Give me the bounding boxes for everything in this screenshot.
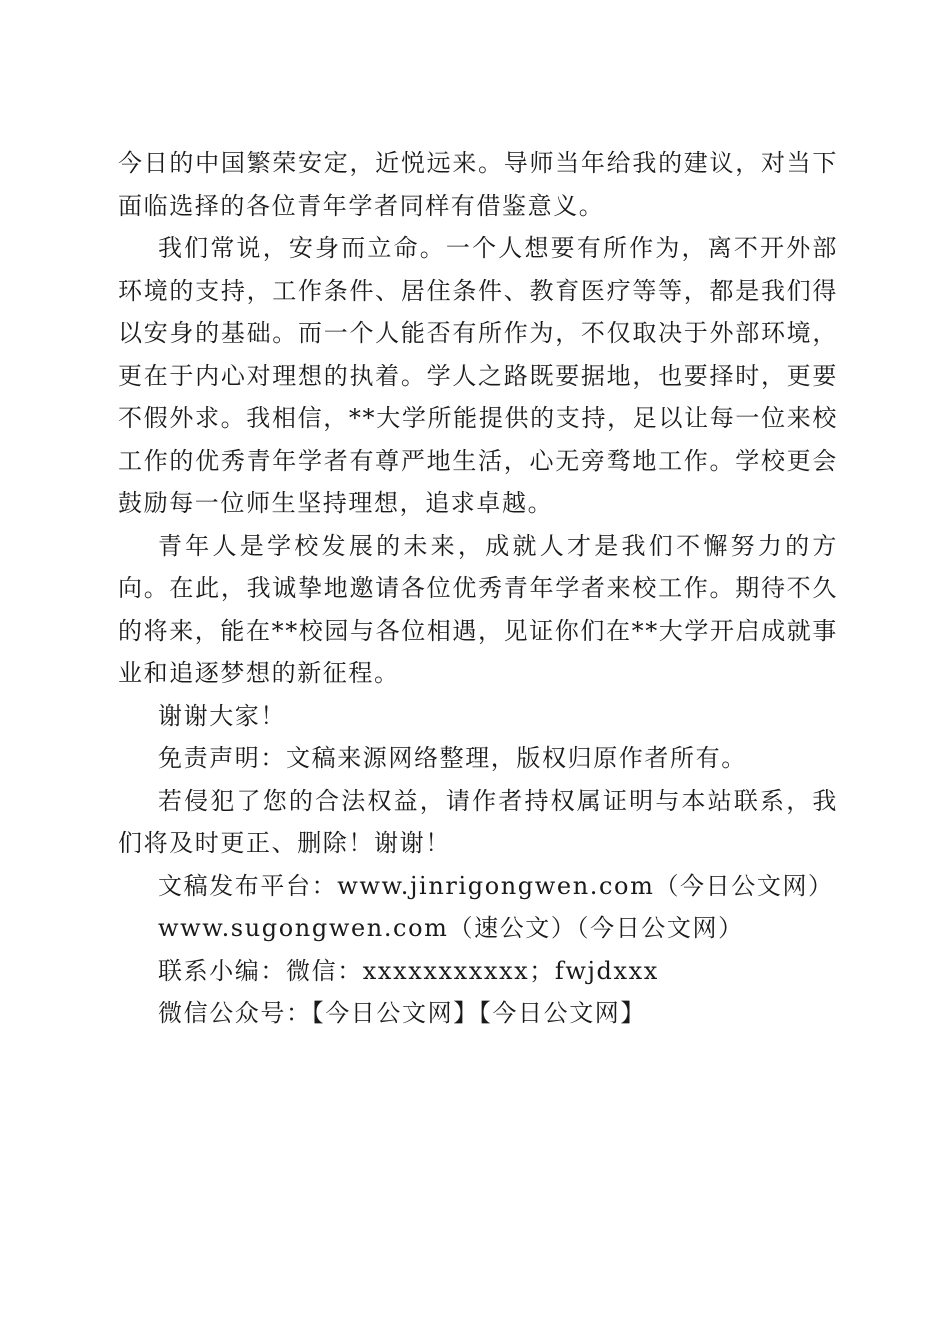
paragraph-thanks: 谢谢大家！ bbox=[158, 701, 286, 730]
paragraph-settle-down: 我们常说，安身而立命。一个人想要有所作为，离不开外部环境的支持，工作条件、居住条件、教育医疗等等，都是我们得以安身的基础。而一个人能否有所作为，不仅取决于外部环境，更在于内心对理想的执着。学人之路既要据地，也要择时，更要不假外求。我相信，**大学所能提供的支持，足以让每一位来校工作的优秀青年学者有尊严地生活，心无旁骛地工作。学校更会鼓励每一位师生坚持理想，追求卓越。 bbox=[118, 234, 838, 517]
paragraph-disclaimer: 免责声明：文稿来源网络整理，版权归原作者所有。 bbox=[158, 744, 747, 772]
paragraph-contact: 联系小编：微信：xxxxxxxxxxx；fwjdxxx bbox=[158, 956, 659, 985]
paragraph-infringement-notice: 若侵犯了您的合法权益，请作者持权属证明与本站联系，我们将及时更正、删除！谢谢！ bbox=[118, 786, 838, 857]
paragraph-invitation: 青年人是学校发展的未来，成就人才是我们不懈努力的方向。在此，我诚挚地邀请各位优秀青年学者来校工作。期待不久的将来，能在**校园与各位相遇，见证你们在**大学开启成就事业和追逐梦想的新征程。 bbox=[118, 531, 838, 687]
document-body bbox=[118, 142, 838, 1035]
paragraph-wechat-account: 微信公众号：【今日公文网】【今日公文网】 bbox=[158, 999, 646, 1027]
paragraph-platform: 文稿发布平台：www.jinrigongwen.com（今日公文网） bbox=[158, 871, 834, 900]
paragraph-platform-alt: www.sugongwen.com（速公文）（今日公文网） bbox=[158, 914, 744, 942]
paragraph-continuation: 今日的中国繁荣安定，近悦远来。导师当年给我的建议，对当下面临选择的各位青年学者同样有借鉴意义。 bbox=[118, 149, 838, 220]
